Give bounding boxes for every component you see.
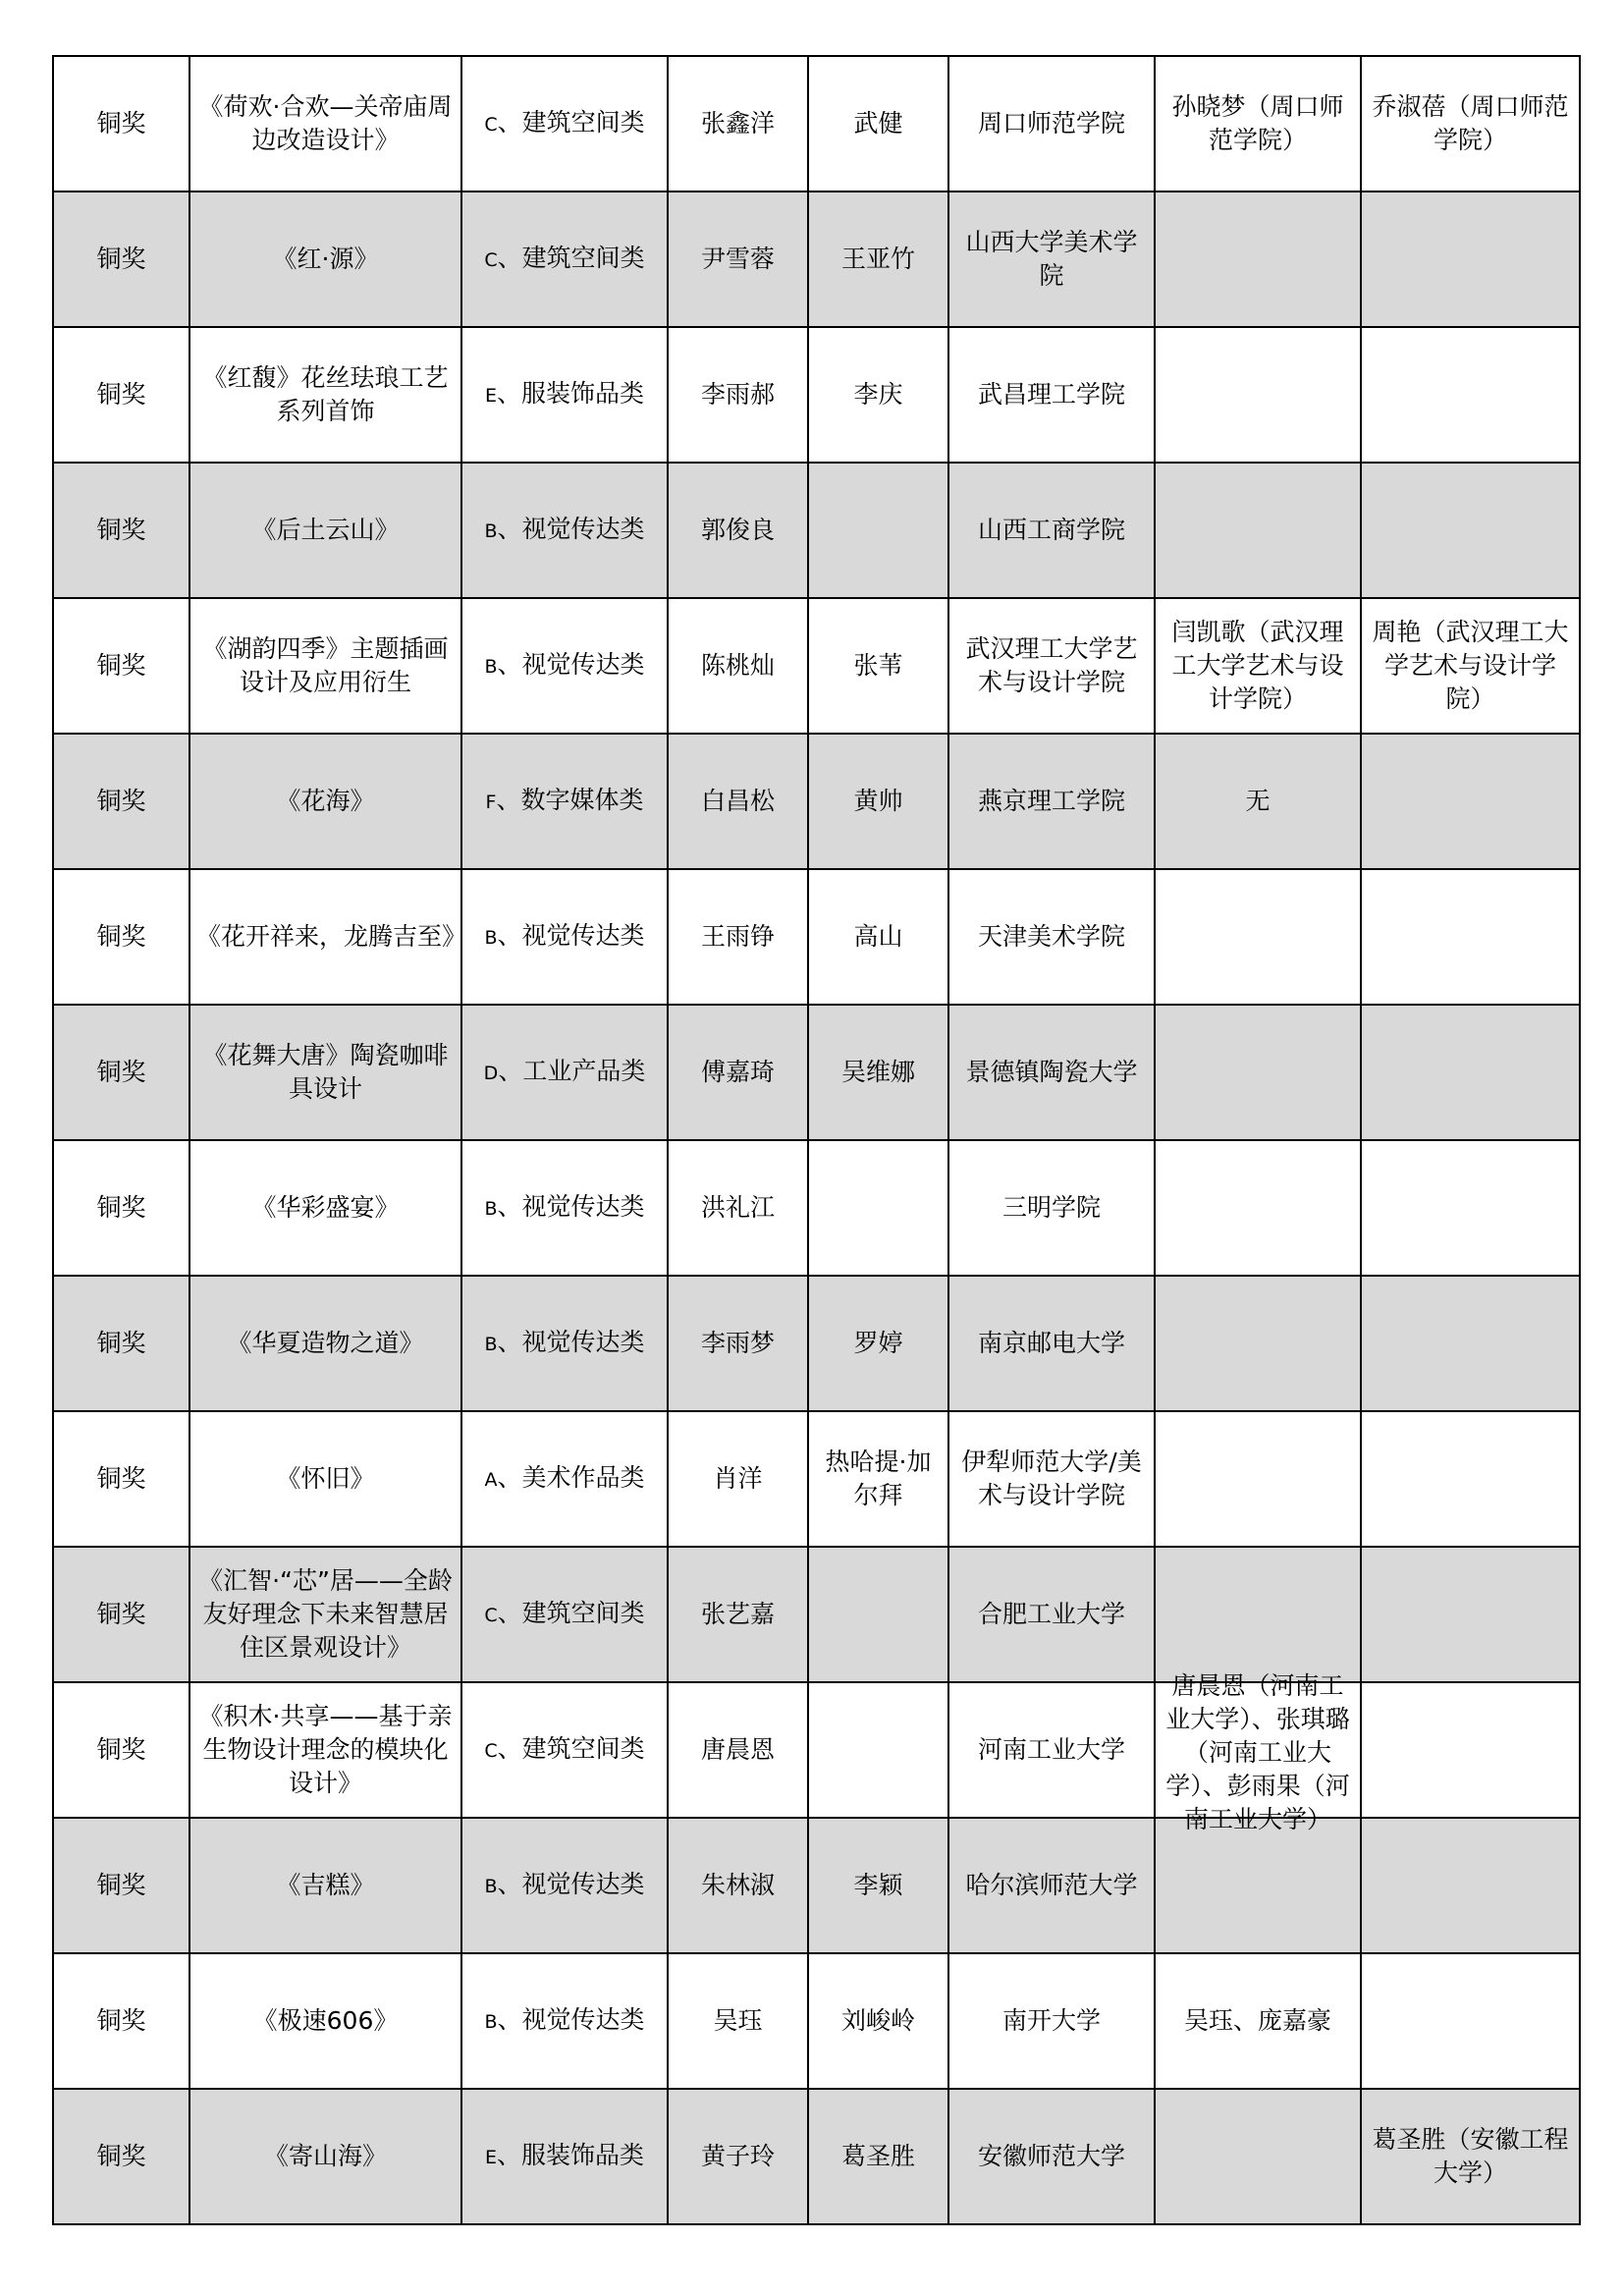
category-name: 、视觉传达类 bbox=[497, 1328, 645, 1356]
advisor-cell bbox=[1155, 1818, 1361, 1953]
advisor2-cell bbox=[1361, 1682, 1580, 1818]
author-name: 尹雪蓉 bbox=[700, 245, 775, 273]
member-name: 高山 bbox=[853, 922, 903, 951]
work-title: 《红·源》 bbox=[272, 245, 379, 273]
work-title-cell bbox=[189, 1547, 461, 1682]
author-cell bbox=[668, 463, 808, 598]
category-name: 、视觉传达类 bbox=[497, 2005, 645, 2034]
advisor-cell bbox=[1155, 191, 1361, 327]
author-name: 洪礼江 bbox=[700, 1193, 775, 1222]
work-title-cell bbox=[189, 1953, 461, 2089]
category-cell bbox=[461, 734, 668, 869]
author-cell bbox=[668, 869, 808, 1005]
award-level: 铜奖 bbox=[96, 2006, 146, 2035]
author-cell bbox=[668, 1140, 808, 1276]
school-cell bbox=[948, 463, 1155, 598]
member-cell bbox=[808, 1005, 948, 1140]
author-cell bbox=[668, 1953, 808, 2089]
member-name: 李颖 bbox=[853, 1871, 903, 1899]
award-level: 铜奖 bbox=[96, 2142, 146, 2170]
category-cell bbox=[461, 598, 668, 734]
author-cell bbox=[668, 327, 808, 463]
award-cell bbox=[53, 1818, 189, 1953]
member-cell bbox=[808, 1140, 948, 1276]
advisor-cell bbox=[1155, 1276, 1361, 1411]
award-cell bbox=[53, 1276, 189, 1411]
award-cell bbox=[53, 598, 189, 734]
work-title: 《吉糕》 bbox=[276, 1871, 375, 1899]
advisor2-cell bbox=[1361, 191, 1580, 327]
work-title-cell bbox=[189, 463, 461, 598]
school-name: 安徽师范大学 bbox=[977, 2142, 1125, 2170]
school-name: 景德镇陶瓷大学 bbox=[965, 1058, 1138, 1086]
advisor2-cell bbox=[1361, 56, 1580, 191]
school-name: 武昌理工学院 bbox=[977, 380, 1125, 409]
advisor2-cell bbox=[1361, 1276, 1580, 1411]
school-cell bbox=[948, 1005, 1155, 1140]
member-cell bbox=[808, 191, 948, 327]
advisor2-cell bbox=[1361, 1411, 1580, 1547]
member-cell bbox=[808, 1953, 948, 2089]
school-cell bbox=[948, 1140, 1155, 1276]
category-letter: B bbox=[484, 2011, 498, 2033]
school-cell bbox=[948, 2089, 1155, 2224]
table-row bbox=[53, 191, 1580, 327]
category-cell bbox=[461, 1411, 668, 1547]
school-cell bbox=[948, 191, 1155, 327]
work-title: 《寄山海》 bbox=[263, 2142, 387, 2170]
author-name: 朱林淑 bbox=[700, 1871, 775, 1899]
work-title: 《花舞大唐》陶瓷咖啡具设计 bbox=[202, 1041, 449, 1103]
member-cell bbox=[808, 1547, 948, 1682]
advisor2-cell bbox=[1361, 869, 1580, 1005]
school-name: 燕京理工学院 bbox=[977, 787, 1125, 815]
award-level: 铜奖 bbox=[96, 1058, 146, 1086]
author-cell bbox=[668, 1818, 808, 1953]
author-cell bbox=[668, 56, 808, 191]
member-cell bbox=[808, 1682, 948, 1818]
award-level: 铜奖 bbox=[96, 516, 146, 544]
category-letter: C bbox=[484, 1740, 498, 1762]
school-cell bbox=[948, 1411, 1155, 1547]
category-name: 、数字媒体类 bbox=[496, 786, 644, 814]
category-cell bbox=[461, 1818, 668, 1953]
category-name: 、视觉传达类 bbox=[497, 921, 645, 950]
advisor-name: 闫凯歌（武汉理工大学艺术与设计学院） bbox=[1171, 618, 1344, 713]
table-row bbox=[53, 1140, 1580, 1276]
author-name: 肖洋 bbox=[713, 1464, 763, 1493]
work-title-cell bbox=[189, 1140, 461, 1276]
work-title-cell bbox=[189, 1276, 461, 1411]
advisor2-name: 葛圣胜（安徽工程大学） bbox=[1372, 2125, 1569, 2187]
advisor2-cell bbox=[1361, 734, 1580, 869]
advisor-cell bbox=[1155, 869, 1361, 1005]
work-title: 《积木·共享——基于亲生物设计理念的模块化设计》 bbox=[198, 1702, 453, 1797]
school-cell bbox=[948, 598, 1155, 734]
category-name: 、美术作品类 bbox=[497, 1463, 645, 1492]
award-cell bbox=[53, 191, 189, 327]
work-title: 《华彩盛宴》 bbox=[251, 1193, 400, 1222]
table-row bbox=[53, 1682, 1580, 1818]
advisor2-cell bbox=[1361, 1818, 1580, 1953]
advisor-cell bbox=[1155, 1953, 1361, 2089]
award-cell bbox=[53, 1547, 189, 1682]
category-cell bbox=[461, 56, 668, 191]
category-name: 、工业产品类 bbox=[498, 1057, 646, 1085]
advisor2-cell bbox=[1361, 463, 1580, 598]
advisor2-name: 周艳（武汉理工大学艺术与设计学院） bbox=[1372, 618, 1569, 713]
award-cell bbox=[53, 56, 189, 191]
member-name: 黄帅 bbox=[853, 787, 903, 815]
category-letter: B bbox=[484, 520, 498, 542]
author-cell bbox=[668, 2089, 808, 2224]
work-title-cell bbox=[189, 56, 461, 191]
category-letter: F bbox=[485, 792, 497, 813]
author-cell bbox=[668, 734, 808, 869]
category-letter: E bbox=[484, 385, 497, 407]
advisor2-cell bbox=[1361, 327, 1580, 463]
advisor-name: 唐晨恩（河南工业大学）、张琪璐（河南工业大学）、彭雨果（河南工业大学） bbox=[1165, 1671, 1350, 1833]
award-cell bbox=[53, 463, 189, 598]
work-title: 《极速606》 bbox=[252, 2006, 399, 2035]
award-level: 铜奖 bbox=[96, 380, 146, 409]
work-title: 《红馥》花丝珐琅工艺系列首饰 bbox=[202, 363, 449, 425]
category-letter: B bbox=[484, 1876, 498, 1897]
school-cell bbox=[948, 56, 1155, 191]
work-title-cell bbox=[189, 1682, 461, 1818]
author-name: 张艺嘉 bbox=[700, 1600, 775, 1628]
category-cell bbox=[461, 1140, 668, 1276]
school-cell bbox=[948, 869, 1155, 1005]
member-name: 王亚竹 bbox=[840, 245, 915, 273]
award-level: 铜奖 bbox=[96, 787, 146, 815]
category-name: 、建筑空间类 bbox=[497, 1599, 645, 1627]
advisor-cell bbox=[1155, 734, 1361, 869]
author-cell bbox=[668, 1411, 808, 1547]
school-name: 南开大学 bbox=[1001, 2006, 1101, 2035]
category-letter: A bbox=[484, 1469, 498, 1491]
advisor-cell bbox=[1155, 1547, 1361, 1682]
member-cell bbox=[808, 1411, 948, 1547]
category-cell bbox=[461, 327, 668, 463]
category-cell bbox=[461, 1005, 668, 1140]
member-name: 张苇 bbox=[853, 651, 903, 680]
work-title: 《花开祥来，龙腾吉至》 bbox=[196, 922, 467, 951]
author-name: 张鑫洋 bbox=[700, 109, 775, 137]
school-cell bbox=[948, 327, 1155, 463]
author-cell bbox=[668, 1005, 808, 1140]
award-cell bbox=[53, 1682, 189, 1818]
author-cell bbox=[668, 598, 808, 734]
advisor-name: 无 bbox=[1245, 787, 1271, 815]
advisor2-cell bbox=[1361, 1005, 1580, 1140]
table-row bbox=[53, 1547, 1580, 1682]
school-cell bbox=[948, 734, 1155, 869]
school-cell bbox=[948, 1818, 1155, 1953]
school-name: 武汉理工大学艺术与设计学院 bbox=[965, 634, 1138, 696]
award-cell bbox=[53, 327, 189, 463]
author-name: 李雨郝 bbox=[700, 380, 775, 409]
advisor-cell bbox=[1155, 463, 1361, 598]
category-letter: B bbox=[484, 656, 498, 678]
table-row bbox=[53, 1411, 1580, 1547]
table-row bbox=[53, 327, 1580, 463]
category-name: 、建筑空间类 bbox=[497, 1734, 645, 1763]
member-cell bbox=[808, 734, 948, 869]
member-cell bbox=[808, 463, 948, 598]
table-row bbox=[53, 734, 1580, 869]
author-cell bbox=[668, 1276, 808, 1411]
table-body bbox=[53, 56, 1580, 2224]
award-level: 铜奖 bbox=[96, 651, 146, 680]
category-letter: B bbox=[484, 1334, 498, 1355]
advisor2-name: 乔淑蓓（周口师范学院） bbox=[1372, 92, 1569, 154]
table-row bbox=[53, 869, 1580, 1005]
advisor-name: 孙晓梦（周口师范学院） bbox=[1171, 92, 1344, 154]
school-name: 山西工商学院 bbox=[977, 516, 1125, 544]
member-name: 武健 bbox=[853, 109, 903, 137]
school-name: 合肥工业大学 bbox=[977, 1600, 1125, 1628]
category-name: 、视觉传达类 bbox=[497, 650, 645, 679]
author-name: 陈桃灿 bbox=[700, 651, 775, 680]
school-cell bbox=[948, 1953, 1155, 2089]
category-name: 、视觉传达类 bbox=[497, 515, 645, 543]
award-level: 铜奖 bbox=[96, 1464, 146, 1493]
category-letter: B bbox=[484, 1198, 498, 1220]
advisor-cell bbox=[1155, 598, 1361, 734]
award-level: 铜奖 bbox=[96, 1193, 146, 1222]
table-row bbox=[53, 56, 1580, 191]
category-letter: D bbox=[483, 1063, 499, 1084]
award-cell bbox=[53, 1953, 189, 2089]
advisor-cell bbox=[1155, 327, 1361, 463]
work-title: 《怀旧》 bbox=[276, 1464, 375, 1493]
member-cell bbox=[808, 598, 948, 734]
member-name: 刘峻岭 bbox=[840, 2006, 915, 2035]
work-title-cell bbox=[189, 327, 461, 463]
work-title-cell bbox=[189, 869, 467, 1005]
author-name: 唐晨恩 bbox=[700, 1735, 775, 1764]
school-name: 南京邮电大学 bbox=[977, 1329, 1125, 1357]
category-name: 、服装饰品类 bbox=[497, 379, 645, 408]
author-cell bbox=[668, 191, 808, 327]
award-cell bbox=[53, 1005, 189, 1140]
category-cell bbox=[461, 1276, 668, 1411]
category-letter: C bbox=[484, 249, 498, 271]
member-cell bbox=[808, 869, 948, 1005]
member-cell bbox=[808, 1276, 948, 1411]
table-row bbox=[53, 463, 1580, 598]
table-row bbox=[53, 1276, 1580, 1411]
work-title-cell bbox=[189, 598, 461, 734]
award-level: 铜奖 bbox=[96, 1329, 146, 1357]
table-row bbox=[53, 598, 1580, 734]
work-title: 《汇智·“芯”居——全龄友好理念下未来智慧居住区景观设计》 bbox=[198, 1566, 453, 1662]
category-name: 、建筑空间类 bbox=[497, 244, 645, 272]
work-title: 《后土云山》 bbox=[251, 516, 400, 544]
school-name: 伊犁师范大学/美术与设计学院 bbox=[961, 1448, 1142, 1509]
award-cell bbox=[53, 1140, 189, 1276]
member-cell bbox=[808, 1818, 948, 1953]
advisor-cell bbox=[1155, 2089, 1361, 2224]
author-name: 李雨梦 bbox=[700, 1329, 775, 1357]
work-title: 《华夏造物之道》 bbox=[227, 1329, 424, 1357]
award-level: 铜奖 bbox=[96, 1871, 146, 1899]
school-name: 天津美术学院 bbox=[977, 922, 1125, 951]
category-cell bbox=[461, 1953, 668, 2089]
work-title: 《湖韵四季》主题插画设计及应用衍生 bbox=[202, 634, 449, 696]
advisor-cell bbox=[1155, 56, 1361, 191]
member-name: 李庆 bbox=[853, 380, 903, 409]
advisor-cell bbox=[1155, 1411, 1361, 1547]
category-cell bbox=[461, 2089, 668, 2224]
advisor-name: 吴珏、庞嘉豪 bbox=[1183, 2006, 1331, 2035]
category-name: 、服装饰品类 bbox=[497, 2141, 645, 2169]
member-cell bbox=[808, 327, 948, 463]
table-row bbox=[53, 1953, 1580, 2089]
author-name: 傅嘉琦 bbox=[700, 1058, 775, 1086]
author-name: 黄子玲 bbox=[700, 2142, 775, 2170]
member-name: 吴维娜 bbox=[840, 1058, 915, 1086]
award-cell bbox=[53, 1411, 189, 1547]
member-name: 热哈提·加尔拜 bbox=[825, 1448, 932, 1509]
advisor2-cell bbox=[1361, 2089, 1580, 2224]
author-cell bbox=[668, 1682, 808, 1818]
award-cell bbox=[53, 869, 189, 1005]
advisor2-cell bbox=[1361, 598, 1580, 734]
work-title-cell bbox=[189, 1005, 461, 1140]
category-letter: E bbox=[484, 2147, 497, 2168]
table-row bbox=[53, 1005, 1580, 1140]
category-cell bbox=[461, 1547, 668, 1682]
school-name: 哈尔滨师范大学 bbox=[965, 1871, 1138, 1899]
school-cell bbox=[948, 1276, 1155, 1411]
member-name: 葛圣胜 bbox=[840, 2142, 915, 2170]
work-title-cell bbox=[189, 1818, 461, 1953]
table-row bbox=[53, 2089, 1580, 2224]
author-name: 白昌松 bbox=[700, 787, 775, 815]
category-cell bbox=[461, 869, 668, 1005]
award-level: 铜奖 bbox=[96, 245, 146, 273]
work-title: 《花海》 bbox=[276, 787, 375, 815]
awards-table bbox=[52, 55, 1581, 2225]
school-cell bbox=[948, 1682, 1155, 1818]
advisor-cell bbox=[1155, 1005, 1361, 1140]
author-name: 郭俊良 bbox=[700, 516, 775, 544]
category-name: 、视觉传达类 bbox=[497, 1192, 645, 1221]
author-name: 王雨铮 bbox=[700, 922, 775, 951]
category-name: 、建筑空间类 bbox=[497, 108, 645, 137]
category-name: 、视觉传达类 bbox=[497, 1870, 645, 1898]
work-title-cell bbox=[189, 1411, 461, 1547]
author-cell bbox=[668, 1547, 808, 1682]
award-level: 铜奖 bbox=[96, 1600, 146, 1628]
work-title-cell bbox=[189, 734, 461, 869]
award-cell bbox=[53, 2089, 189, 2224]
work-title: 《荷欢·合欢—关帝庙周边改造设计》 bbox=[198, 92, 453, 154]
category-letter: C bbox=[484, 1605, 498, 1626]
school-name: 三明学院 bbox=[1001, 1193, 1101, 1222]
category-cell bbox=[461, 463, 668, 598]
work-title-cell bbox=[189, 2089, 461, 2224]
advisor2-cell bbox=[1361, 1953, 1580, 2089]
category-cell bbox=[461, 191, 668, 327]
category-cell bbox=[461, 1682, 668, 1818]
award-level: 铜奖 bbox=[96, 1735, 146, 1764]
advisor-cell bbox=[1155, 1140, 1361, 1276]
award-level: 铜奖 bbox=[96, 109, 146, 137]
member-name: 罗婷 bbox=[853, 1329, 903, 1357]
member-cell bbox=[808, 56, 948, 191]
category-letter: C bbox=[484, 114, 498, 136]
advisor2-cell bbox=[1361, 1547, 1580, 1682]
table-row bbox=[53, 1818, 1580, 1953]
school-name: 河南工业大学 bbox=[977, 1735, 1125, 1764]
advisor2-cell bbox=[1361, 1140, 1580, 1276]
award-level: 铜奖 bbox=[96, 922, 146, 951]
author-name: 吴珏 bbox=[713, 2006, 763, 2035]
work-title-cell bbox=[189, 191, 461, 327]
category-letter: B bbox=[484, 927, 498, 949]
school-cell bbox=[948, 1547, 1155, 1682]
award-cell bbox=[53, 734, 189, 869]
school-name: 山西大学美术学院 bbox=[965, 228, 1138, 290]
school-name: 周口师范学院 bbox=[977, 109, 1125, 137]
advisor-cell bbox=[1155, 1671, 1361, 1833]
member-cell bbox=[808, 2089, 948, 2224]
